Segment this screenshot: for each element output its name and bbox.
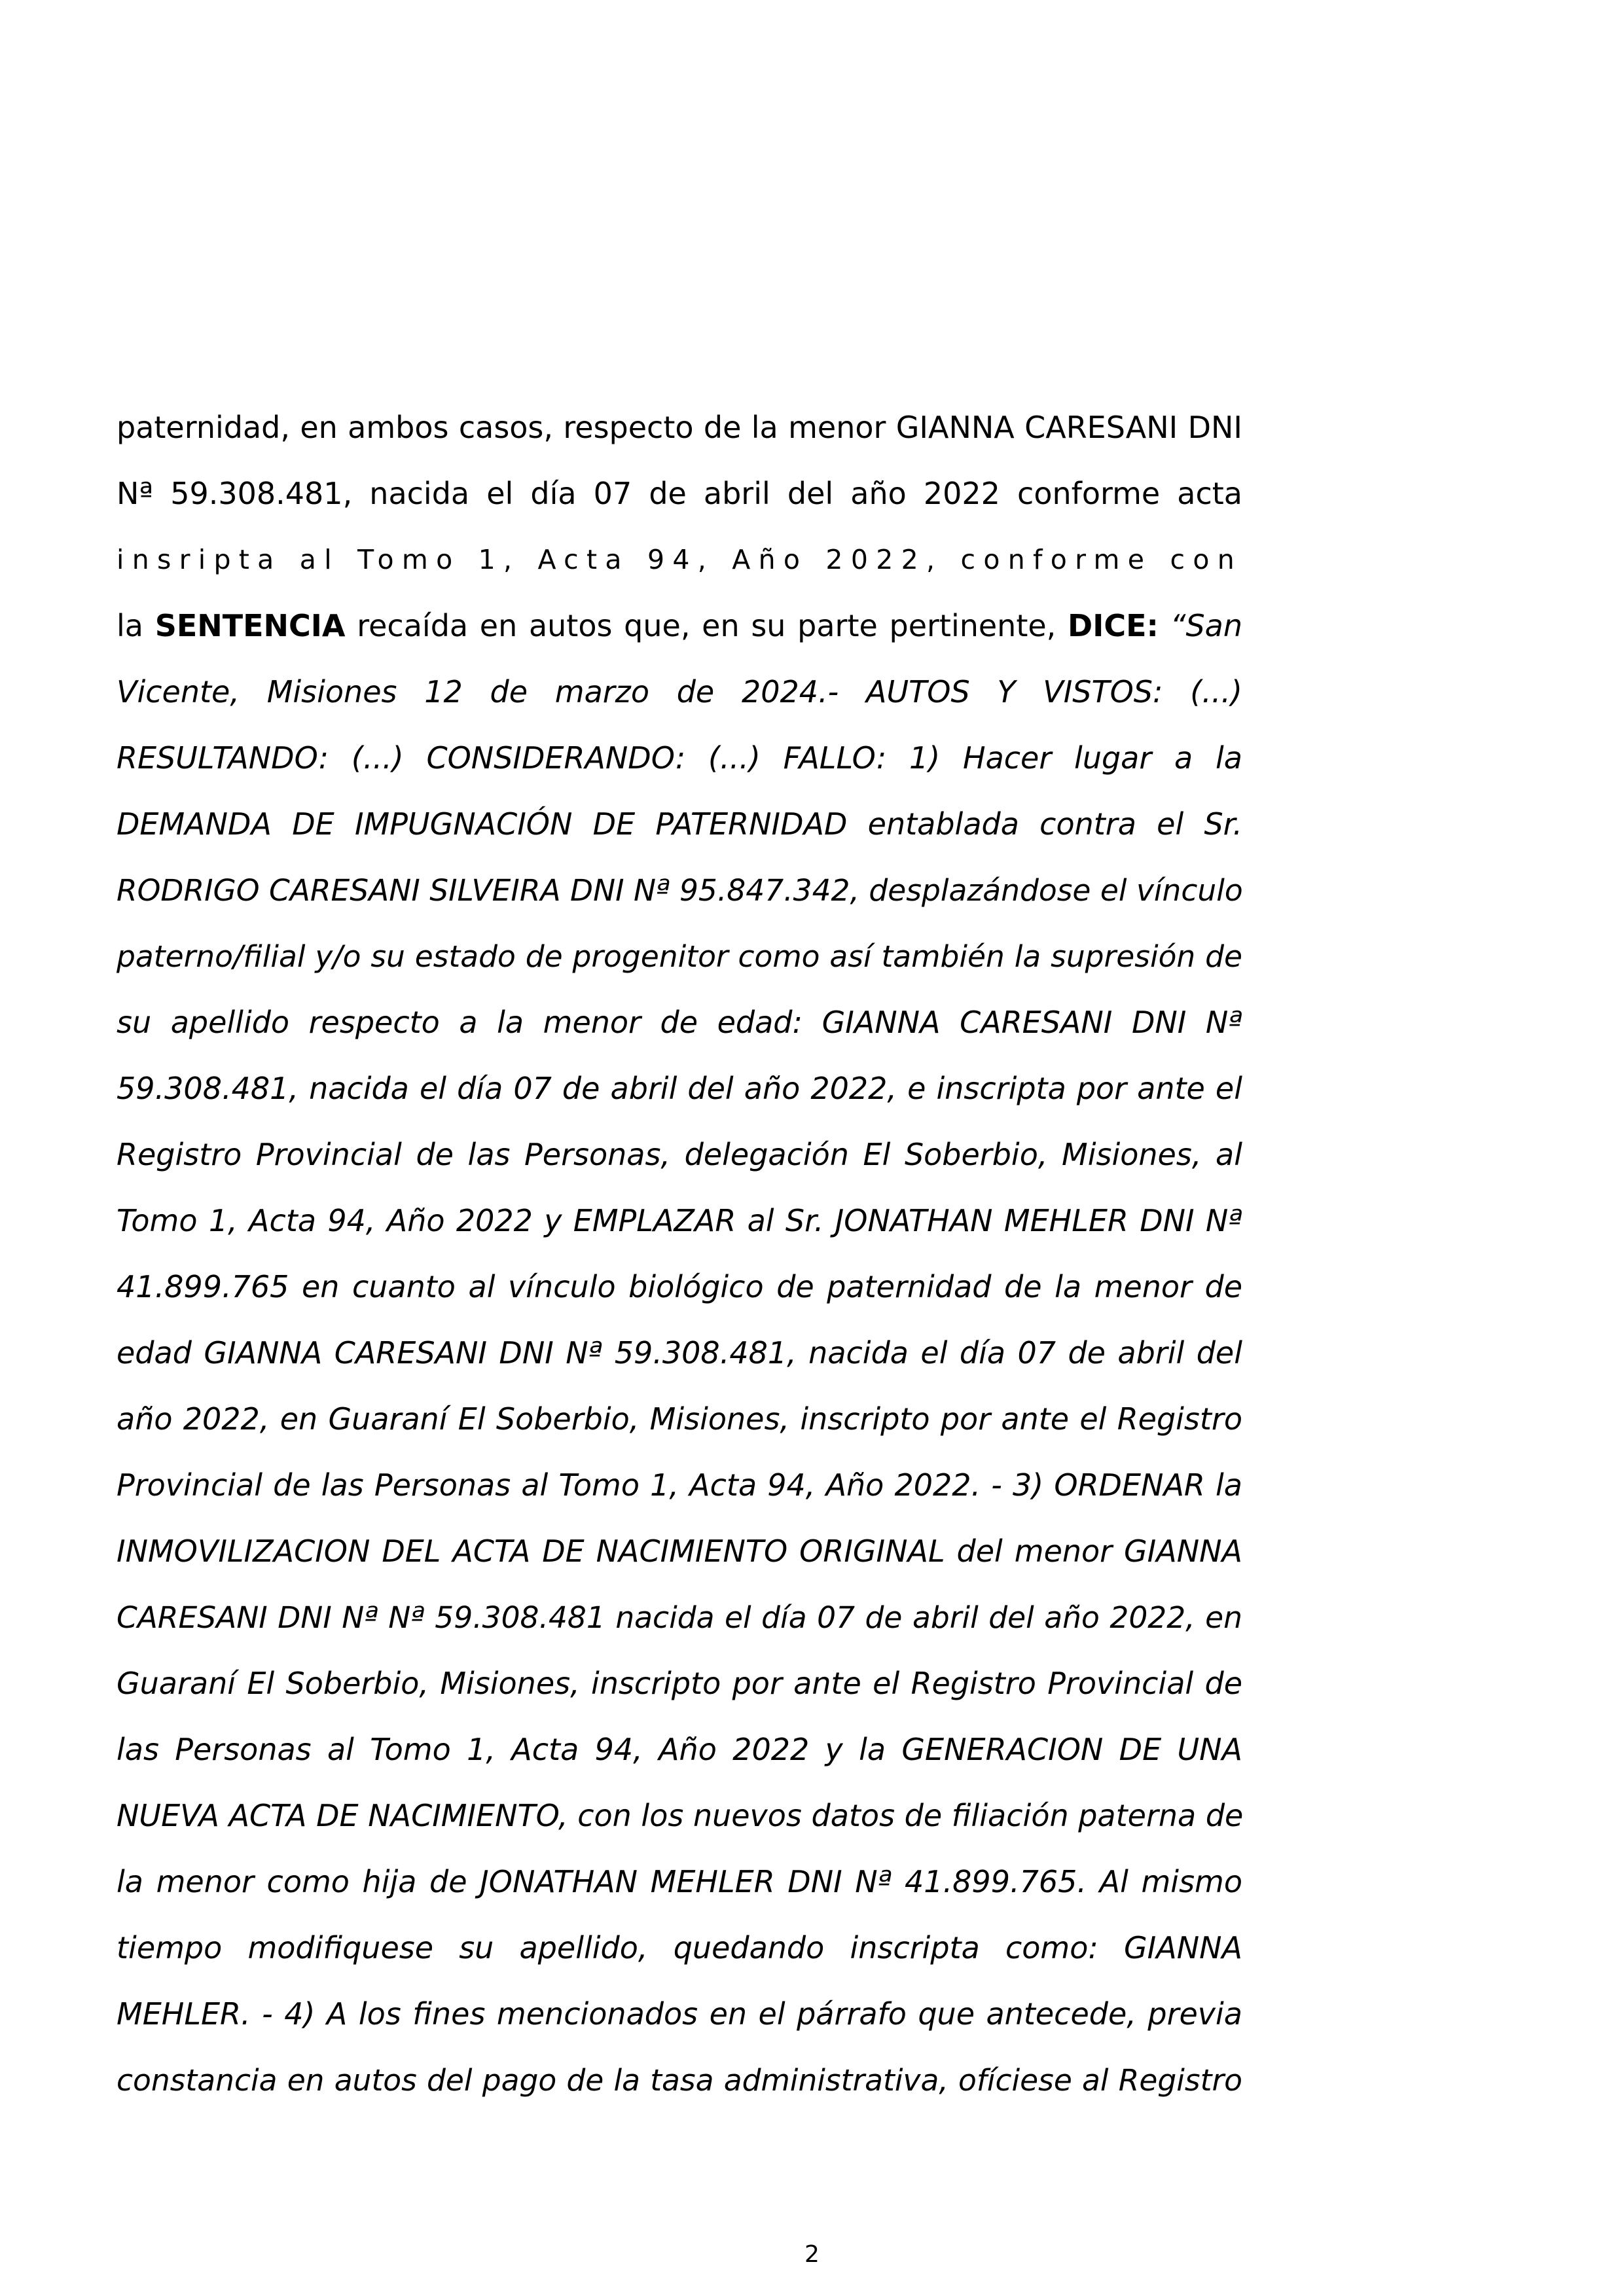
text-line — [117, 461, 1242, 527]
text-line — [117, 1717, 1242, 1783]
text-segment: la menor como hija de JONATHAN MEHLER DNI Nª 41.899.765. Al mismo — [117, 1864, 1242, 1899]
text-segment: Guaraní El Soberbio, Misiones, inscripto por ante el Registro Provincial de — [117, 1666, 1242, 1701]
text-segment: Vicente, Misiones 12 de marzo de 2024.- AUTOS Y VISTOS: (...) — [117, 674, 1242, 709]
text-segment: insripta al Tomo 1, Acta 94, Año 2022, conforme con — [117, 544, 1242, 575]
text-line — [117, 1783, 1242, 1849]
sentencia-label: SENTENCIA — [154, 608, 346, 643]
text-line — [117, 1651, 1242, 1717]
text-segment: paterno/filial y/o su estado de progenitor como así también la supresión de — [117, 939, 1242, 974]
text-segment: las Personas al Tomo 1, Acta 94, Año 2022 y la GENERACION DE UNA — [117, 1732, 1242, 1767]
text-segment: RODRIGO CARESANI SILVEIRA DNI Nª 95.847.342, desplazándose el vínculo — [117, 873, 1243, 908]
text-line — [117, 1320, 1242, 1386]
text-line — [117, 1915, 1242, 1981]
text-line — [117, 593, 1242, 659]
text-segment: NUEVA ACTA DE NACIMIENTO, con los nuevos datos de filiación paterna de — [117, 1798, 1244, 1833]
text-segment: 41.899.765 en cuanto al vínculo biológico de paternidad de la menor de — [117, 1269, 1242, 1304]
text-line — [117, 1518, 1242, 1585]
text-line — [117, 1849, 1242, 1915]
text-line — [117, 1386, 1242, 1452]
dice-label: DICE: — [1068, 608, 1159, 643]
text-segment: Registro Provincial de las Personas, delegación El Soberbio, Misiones, al — [117, 1137, 1242, 1172]
text-segment: Provincial de las Personas al Tomo 1, Acta 94, Año 2022. - 3) ORDENAR la — [117, 1467, 1242, 1503]
text-segment: su apellido respecto a la menor de edad: GIANNA CARESANI DNI Nª — [117, 1005, 1242, 1040]
text-segment: paternidad, en ambos casos, respecto de la menor GIANNA CARESANI DNI — [117, 410, 1242, 445]
text-line — [117, 1188, 1242, 1254]
text-segment: tiempo modifiquese su apellido, quedando inscripta como: GIANNA — [117, 1930, 1242, 1965]
text-segment: año 2022, en Guaraní El Soberbio, Misiones, inscripto por ante el Registro — [117, 1401, 1242, 1437]
document-body — [117, 395, 1242, 2113]
text-segment: 59.308.481, nacida el día 07 de abril del año 2022, e inscripta por ante el — [117, 1071, 1242, 1106]
text-line — [117, 2047, 1242, 2113]
text-segment: la — [117, 608, 155, 643]
text-line — [117, 1056, 1242, 1122]
text-line — [117, 857, 1242, 924]
text-segment: recaída en autos que, en su parte pertinente, — [345, 608, 1068, 643]
text-segment: CARESANI DNI Nª Nª 59.308.481 nacida el día 07 de abril del año 2022, en — [117, 1600, 1242, 1635]
quote-start: “San — [1158, 608, 1242, 643]
text-segment: edad GIANNA CARESANI DNI Nª 59.308.481, nacida el día 07 de abril del — [117, 1335, 1242, 1371]
page-number: 2 — [804, 2241, 820, 2268]
text-segment: DEMANDA DE IMPUGNACIÓN DE PATERNIDAD entablada contra el Sr. — [117, 806, 1242, 842]
text-segment: constancia en autos del pago de la tasa administrativa, ofíciese al Registro — [117, 2063, 1242, 2098]
text-line — [117, 395, 1242, 461]
text-line — [117, 527, 1242, 593]
text-line — [117, 990, 1242, 1056]
text-segment: INMOVILIZACION DEL ACTA DE NACIMIENTO ORIGINAL del menor GIANNA — [117, 1534, 1242, 1569]
text-line — [117, 1122, 1242, 1188]
text-segment: Nª 59.308.481, nacida el día 07 de abril del año 2022 conforme acta — [117, 476, 1242, 511]
text-segment: MEHLER. - 4) A los fines mencionados en el párrafo que antecede, previa — [117, 1996, 1242, 2032]
text-segment: Tomo 1, Acta 94, Año 2022 y EMPLAZAR al Sr. JONATHAN MEHLER DNI Nª — [117, 1203, 1242, 1238]
text-line — [117, 1452, 1242, 1518]
text-line — [117, 924, 1242, 990]
text-line — [117, 659, 1242, 725]
text-line — [117, 1585, 1242, 1651]
text-line — [117, 1254, 1242, 1320]
text-line — [117, 1981, 1242, 2047]
text-line — [117, 791, 1242, 857]
text-line — [117, 725, 1242, 791]
text-segment: RESULTANDO: (...) CONSIDERANDO: (...) FALLO: 1) Hacer lugar a la — [117, 740, 1242, 776]
